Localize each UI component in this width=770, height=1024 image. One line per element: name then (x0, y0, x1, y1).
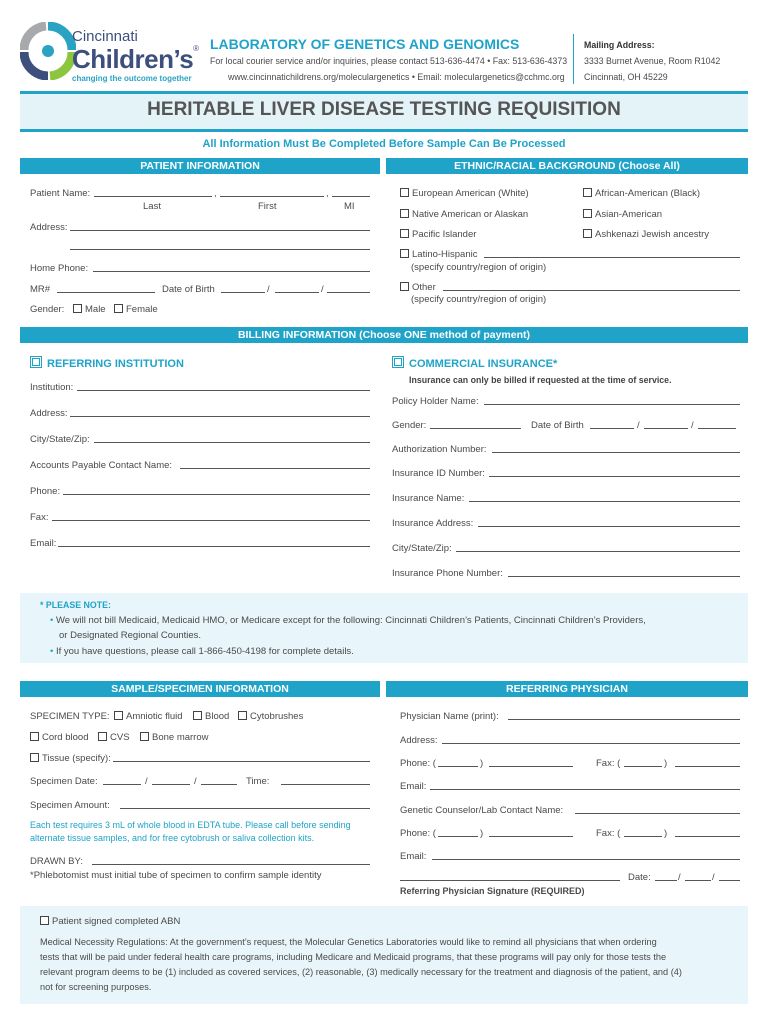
patient-dob-month[interactable] (221, 292, 265, 293)
ins-dob-year[interactable] (698, 428, 736, 429)
counselor-phone-number[interactable] (489, 836, 573, 837)
specimen-date-label: Specimen Date: (30, 776, 98, 787)
logo-name-bottom: Children’s (72, 44, 194, 74)
abn-checkbox[interactable] (40, 916, 49, 925)
home-phone-label: Home Phone: (30, 263, 89, 274)
physician-fax-number[interactable] (675, 766, 740, 767)
specimen-cytobrushes[interactable]: Cytobrushes (238, 711, 303, 722)
tissue-checkbox[interactable] (30, 753, 39, 762)
each-test-note-2: alternate tissue samples, and for free cytobrush or saliva collection kits. (30, 833, 315, 843)
counselor-phone-label: Phone: ( (400, 828, 436, 839)
ethnic-european[interactable]: European American (White) (400, 188, 529, 199)
policy-holder-label: Policy Holder Name: (392, 396, 479, 407)
ins-address-field[interactable] (478, 526, 740, 527)
signature-label: Referring Physician Signature (REQUIRED) (400, 886, 585, 896)
ashkenazi-checkbox[interactable] (583, 229, 592, 238)
counselor-email-label: Email: (400, 851, 427, 862)
logo-registered: ® (193, 44, 200, 53)
pacific-checkbox[interactable] (400, 229, 409, 238)
ethnic-african[interactable]: African-American (Black) (583, 188, 700, 199)
patient-address-label: Address: (30, 222, 68, 233)
logo-mark-icon (20, 22, 76, 80)
ethnic-pacific[interactable]: Pacific Islander (400, 229, 476, 240)
note-bullet-1: • We will not bill Medicaid, Medicaid HMO, or Medicare except for the following: Cincinnati Children’s Patients, Cincinnati Children’s Providers, (50, 615, 646, 626)
institution-label: Institution: (30, 382, 74, 393)
patient-dob-year[interactable] (327, 292, 370, 293)
note-bullet-2: • If you have questions, please call 1-866-450-4198 for complete details. (50, 646, 354, 657)
specimen-bone[interactable]: Bone marrow (140, 732, 209, 743)
mailing-label: Mailing Address: (584, 40, 655, 50)
each-test-note-1: Each test requires 3 mL of whole blood in EDTA tube. Please call before sending (30, 820, 351, 830)
gender-female-option[interactable]: Female (114, 304, 158, 315)
mr-field[interactable] (57, 292, 155, 293)
patient-dob-label: Date of Birth (162, 284, 215, 295)
specimen-amniotic[interactable]: Amniotic fluid (114, 711, 183, 722)
tissue-specify-field[interactable] (113, 761, 370, 762)
amniotic-checkbox[interactable] (114, 711, 123, 720)
ethnic-header: ETHNIC/RACIAL BACKGROUND (Choose All) (386, 158, 748, 174)
specimen-time-label: Time: (246, 776, 270, 787)
mr-label: MR# (30, 284, 51, 295)
specimen-date-month[interactable] (103, 784, 141, 785)
physician-name-label: Physician Name (print): (400, 711, 499, 722)
lab-title: LABORATORY OF GENETICS AND GENOMICS (210, 36, 520, 52)
counselor-fax-label: Fax: ( (596, 828, 621, 839)
logo (20, 20, 200, 82)
other-note: (specify country/region of origin) (411, 294, 547, 305)
ins-address-label: Insurance Address: (392, 518, 474, 529)
inst-fax-field[interactable] (52, 520, 370, 521)
policy-holder-field[interactable] (484, 404, 740, 405)
patient-address-field[interactable] (70, 230, 370, 231)
cytobrushes-checkbox[interactable] (238, 711, 247, 720)
patient-info-header: PATIENT INFORMATION (20, 158, 380, 174)
ins-name-field[interactable] (469, 501, 740, 502)
referring-institution-checkbox[interactable] (30, 356, 42, 368)
institution-field[interactable] (77, 390, 370, 391)
logo-name-top: Cincinnati (72, 28, 138, 45)
ins-name-label: Insurance Name: (392, 493, 465, 504)
counselor-label: Genetic Counselor/Lab Contact Name: (400, 805, 564, 816)
phlebotomist-note: *Phlebotomist must initial tube of specimen to confirm sample identity (30, 870, 322, 881)
note-bullet-1-cont: or Designated Regional Counties. (59, 630, 202, 641)
physician-phone-area[interactable] (438, 766, 478, 767)
native-checkbox[interactable] (400, 209, 409, 218)
form-subtitle: All Information Must Be Completed Before Sample Can Be Processed (202, 138, 566, 150)
inst-city-label: City/State/Zip: (30, 434, 90, 445)
physician-address-field[interactable] (442, 743, 740, 744)
physician-address-label: Address: (400, 735, 438, 746)
ethnic-native[interactable]: Native American or Alaskan (400, 209, 528, 220)
inst-address-label: Address: (30, 408, 68, 419)
counselor-phone-area[interactable] (438, 836, 478, 837)
specimen-blood[interactable]: Blood (193, 711, 229, 722)
ins-id-field[interactable] (489, 476, 740, 477)
auth-number-label: Authorization Number: (392, 444, 487, 455)
ins-phone-field[interactable] (508, 576, 740, 577)
counselor-email-field[interactable] (432, 859, 740, 860)
ins-gender-field[interactable] (430, 428, 521, 429)
physician-phone-label: Phone: ( (400, 758, 436, 769)
inst-address-field[interactable] (70, 416, 370, 417)
ethnic-latino[interactable]: Latino-Hispanic (400, 249, 477, 260)
referring-institution-option[interactable]: REFERRING INSTITUTION (30, 356, 184, 370)
please-note-title: * PLEASE NOTE: (40, 600, 111, 610)
drawn-by-label: DRAWN BY: (30, 856, 83, 867)
patient-mi-field[interactable] (332, 196, 370, 197)
drawn-by-field[interactable] (92, 864, 370, 865)
physician-email-label: Email: (400, 781, 427, 792)
sample-header: SAMPLE/SPECIMEN INFORMATION (20, 681, 380, 697)
specimen-amount-label: Specimen Amount: (30, 800, 110, 811)
patient-dob-day[interactable] (275, 292, 319, 293)
other-specify-field[interactable] (443, 290, 740, 291)
medical-necessity-line-1: Medical Necessity Regulations: At the government’s request, the Molecular Genetics Laboratories would like to remind all physicians that when ordering (40, 937, 657, 947)
gender-label: Gender: (30, 304, 65, 315)
physician-email-field[interactable] (430, 789, 740, 790)
courier-line: For local courier service and/or inquiries, please contact 513-636-4474 • Fax: 513-636-4373 (210, 56, 568, 66)
cord-checkbox[interactable] (30, 732, 39, 741)
ap-contact-field[interactable] (180, 468, 370, 469)
inst-fax-label: Fax: (30, 512, 49, 523)
ins-city-field[interactable] (456, 551, 740, 552)
physician-name-field[interactable] (508, 719, 740, 720)
specimen-cvs[interactable]: CVS (98, 732, 130, 743)
physician-fax-label: Fax: ( (596, 758, 621, 769)
inst-phone-field[interactable] (63, 494, 370, 495)
african-checkbox[interactable] (583, 188, 592, 197)
mailing-line1: 3333 Burnet Avenue, Room R1042 (584, 56, 721, 66)
physician-header: REFERRING PHYSICIAN (386, 681, 748, 697)
ins-id-label: Insurance ID Number: (392, 468, 485, 479)
medical-necessity-line-4: not for screening purposes. (40, 982, 152, 992)
insurance-note: Insurance can only be billed if requested at the time of service. (409, 375, 672, 385)
ins-dob-label: Date of Birth (531, 420, 584, 431)
ethnic-other[interactable]: Other (400, 282, 436, 293)
inst-phone-label: Phone: (30, 486, 61, 497)
medical-necessity-line-2: tests that will be paid under federal health care programs, including Medicare and Medicaid programs, that these programs will pay only for those tests the (40, 952, 667, 962)
mailing-line2: Cincinnati, OH 45229 (584, 72, 668, 82)
mi-caption: MI (344, 201, 355, 212)
ins-phone-label: Insurance Phone Number: (392, 568, 503, 579)
specimen-tissue[interactable]: Tissue (specify): (30, 753, 111, 764)
medical-necessity-line-3: relevant program deems to be (1) included as covered services, (2) reasonable, (3) medically necessary for the treatment and diagnosis of the patient, and (4) (40, 967, 682, 977)
inst-email-field[interactable] (58, 546, 370, 547)
ethnic-ashkenazi[interactable]: Ashkenazi Jewish ancestry (583, 229, 709, 240)
signature-date-year[interactable] (719, 880, 740, 881)
physician-fax-area[interactable] (624, 766, 662, 767)
signature-date-day[interactable] (685, 880, 711, 881)
inst-city-field[interactable] (94, 442, 370, 443)
counselor-fax-number[interactable] (675, 836, 740, 837)
specimen-amount-field[interactable] (120, 808, 370, 809)
ethnic-asian[interactable]: Asian-American (583, 209, 662, 220)
web-line: www.cincinnatichildrens.org/moleculargenetics • Email: moleculargenetics@cchmc.org (228, 72, 565, 82)
auth-number-field[interactable] (492, 452, 740, 453)
male-checkbox[interactable] (73, 304, 82, 313)
first-caption: First (258, 201, 277, 212)
last-caption: Last (143, 201, 161, 212)
physician-phone-number[interactable] (489, 766, 573, 767)
patient-name-label: Patient Name: (30, 188, 91, 199)
specimen-date-year[interactable] (201, 784, 237, 785)
ap-contact-label: Accounts Payable Contact Name: (30, 460, 173, 471)
latino-note: (specify country/region of origin) (411, 262, 547, 273)
logo-tagline: changing the outcome together (72, 74, 192, 83)
ins-dob-day[interactable] (644, 428, 688, 429)
latino-checkbox[interactable] (400, 249, 409, 258)
specimen-date-day[interactable] (152, 784, 190, 785)
ins-dob-month[interactable] (590, 428, 634, 429)
header-divider (573, 34, 574, 84)
blood-checkbox[interactable] (193, 711, 202, 720)
other-checkbox[interactable] (400, 282, 409, 291)
signature-field[interactable] (400, 880, 620, 881)
home-phone-field[interactable] (93, 271, 370, 272)
european-checkbox[interactable] (400, 188, 409, 197)
gender-male-option[interactable]: Male (73, 304, 106, 315)
commercial-insurance-option[interactable]: COMMERCIAL INSURANCE* (392, 356, 557, 370)
signature-date-label: Date: (628, 872, 651, 883)
specimen-time-field[interactable] (281, 784, 370, 785)
form-title: HERITABLE LIVER DISEASE TESTING REQUISITION (147, 99, 621, 120)
asian-checkbox[interactable] (583, 209, 592, 218)
latino-specify-field[interactable] (484, 257, 740, 258)
inst-email-label: Email: (30, 538, 57, 549)
cvs-checkbox[interactable] (98, 732, 107, 741)
specimen-cord[interactable]: Cord blood (30, 732, 88, 743)
ins-city-label: City/State/Zip: (392, 543, 452, 554)
specimen-type-label: SPECIMEN TYPE: (30, 711, 110, 722)
patient-address-field-2[interactable] (70, 249, 370, 250)
billing-header: BILLING INFORMATION (Choose ONE method of payment) (20, 327, 748, 343)
counselor-field[interactable] (575, 813, 740, 814)
patient-first-field[interactable] (220, 196, 324, 197)
signature-date-month[interactable] (655, 880, 677, 881)
female-checkbox[interactable] (114, 304, 123, 313)
commercial-insurance-checkbox[interactable] (392, 356, 404, 368)
patient-last-field[interactable] (94, 196, 212, 197)
bone-checkbox[interactable] (140, 732, 149, 741)
abn-option[interactable]: Patient signed completed ABN (40, 916, 180, 927)
counselor-fax-area[interactable] (624, 836, 662, 837)
ins-gender-label: Gender: (392, 420, 427, 431)
